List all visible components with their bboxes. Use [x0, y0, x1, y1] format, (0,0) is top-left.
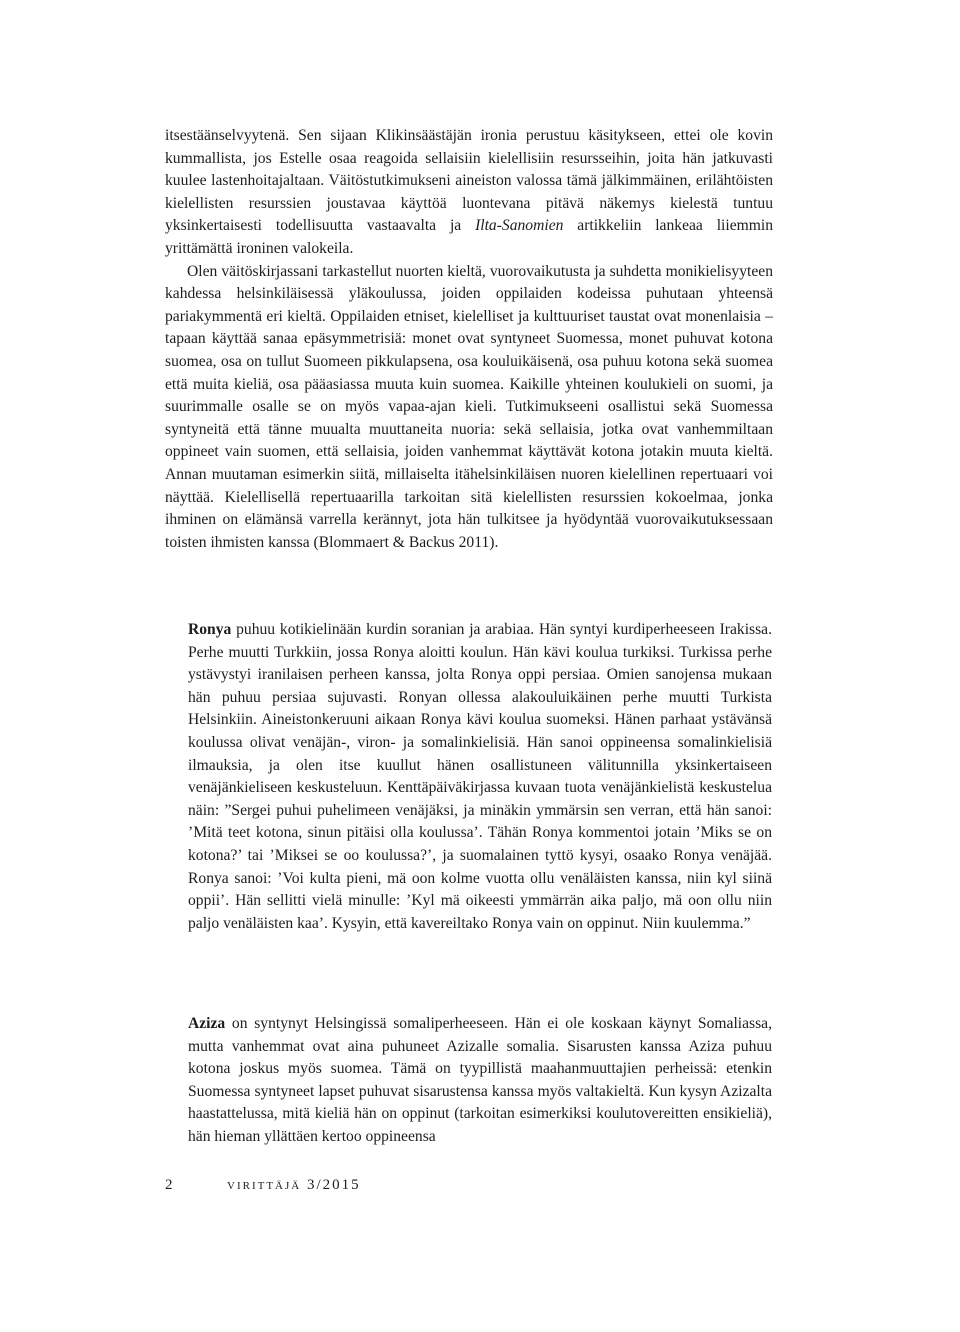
journal-issue: virittäjä 3/2015 [227, 1177, 361, 1193]
page-number: 2 [165, 1177, 173, 1193]
paragraph-1 [165, 125, 773, 261]
body-text-column [165, 125, 773, 554]
paragraph-1-body-a: Väitöstutkimukseni aineiston valossa tämä jälkimmäinen, erilähtöisten kielellisten resurssien joustavaa käyttöä luontevana pitävä näkemys kielestä tuntuu yksinkertaisesti todellisuutta vastaavalta ja [165, 172, 773, 235]
example-aziza [188, 1013, 772, 1149]
aziza-name: Aziza [188, 1015, 226, 1032]
paragraph-1-lead: itsestäänselvyytenä. Sen sijaan Klikinsäästäjän ironia perustuu käsitykseen, ettei ole kovin kummallista, jos Estelle osaa reagoida sellaisiin kielellisiin resursseihin, joita hän jatkuvasti kuulee lastenhoitajaltaan. [165, 127, 773, 190]
ronya-name: Ronya [188, 621, 232, 638]
ronya-paragraph [188, 619, 772, 935]
example-ronya [188, 619, 772, 935]
page-footer [165, 1177, 361, 1194]
paragraph-1-body-b: artikkeliin lankeaa liiemmin yrittämättä ironinen valokeila. [165, 217, 774, 257]
aziza-text: on syntynyt Helsingissä somaliperheeseen. Hän ei ole koskaan käynyt Somaliassa, mutta vanhemmat ovat aina puhuneet Azizalle somalia. Sisarusten kanssa Aziza puhuu kotona joskus myös suomea. Tämä on tyypillistä maahanmuuttajien perheissä: etenkin Suomessa syntyneet lapset puhuvat sisarustensa kanssa myös valtakieltä. Kun kysyn Azizalta haastattelussa, mitä kieliä hän on oppinut (tarkoitan esimerkiksi koulutovereitten ensikieliä), hän hieman yllättäen kertoo oppineensa [188, 1015, 772, 1145]
paragraph-2: Olen väitöskirjassani tarkastellut nuorten kieltä, vuorovaikutusta ja suhdetta monikielisyyteen kahdessa helsinkiläisessä yläkoulussa, joiden oppilaiden kodeissa puhutaan yhteensä pariakymmentä eri kieltä. Oppilaiden etniset, kielelliset ja kulttuuriset taustat ovat monenlaisia – tapaan käyttää sanaa epäsymmetrisiä: monet ovat syntyneet Suomessa, monet puhuvat kotona suomea, osa on tullut Suomeen pikkulapsena, osa kouluikäisenä, osa puhuu kotona sekä suomea että muita kieliä, osa pääasiassa muuta kuin suomea. Kaikille yhteinen koulukieli on suomi, ja suurimmalle osalle se on myös vapaa-ajan kieli. Tutkimukseeni osallistui sekä Suomessa syntyneitä että tänne muualta muuttaneita nuoria: sekä sellaisia, jotka ovat vanhemmiltaan oppineet vain suomen, että sellaisia, joiden vanhemmat käyttävät kotona jotakin muuta kieltä. Annan muutaman esimerkin siitä, millaiselta itähelsinkiläisen nuoren kielellinen repertuaari voi näyttää. Kielellisellä repertuaarilla tarkoitan sitä kielellisten resurssien kokoelmaa, jonka ihminen on elämänsä varrella kerännyt, jota hän tulkitsee ja hyödyntää vuorovaikutuksessaan toisten ihmisten kanssa (Blommaert & Backus 2011). [165, 262, 773, 551]
ronya-text: puhuu kotikielinään kurdin soranian ja arabiaa. Hän syntyi kurdiperheeseen Irakissa. Perhe muutti Turkkiin, jossa Ronya aloitti koulun. Hän kävi koulua turkiksi. Turkissa perhe ystävystyi iranilaisen perheen kanssa, jolta Ronya oppi persiaa. Omien sanojensa mukaan hän puhuu persiaa sujuvasti. Ronyan ollessa alakouluikäinen perhe muutti Turkista Helsinkiin. Aineistonkeruuni aikaan Ronya kävi koulua suomeksi. Hänen parhaat ystävänsä koulussa olivat venäjän-, viron- ja somalinkielisiä. Hän sanoi oppineensa somalinkielisiä ilmauksia, ja olen itse kuullut hänen osallistuneen välitunnilla yksinkertaiseen venäjänkieliseen keskusteluun. Kenttäpäiväkirjassa kuvaan tuota venäjänkielistä keskustelua näin: ”Sergei puhui puhelimeen venäjäksi, ja minäkin ymmärsin sen verran, että hän sanoi: ’Mitä teet kotona, sinun pitäisi olla koulussa’. Tähän Ronya kommentoi jotain ’Miks se on kotona?’ tai ’Miksei se oo koulussa?’, ja suomalainen tyttö kysyi, osaako Ronya venäjää. Ronya sanoi: ’Voi kulta pieni, mä oon kolme vuotta ollu venäläisten kanssa, niin kyl siinä oppii’. Hän sellitti vielä minulle: ’Kyl mä oikeesti ymmärrän aika paljo, mä oon ollu niin paljo venäläisten kaa’. Kysyin, että kavereiltako Ronya vain on oppinut. Niin kuulemma.” [188, 621, 772, 932]
aziza-paragraph [188, 1013, 772, 1149]
newspaper-title: Ilta-Sanomien [475, 217, 564, 235]
